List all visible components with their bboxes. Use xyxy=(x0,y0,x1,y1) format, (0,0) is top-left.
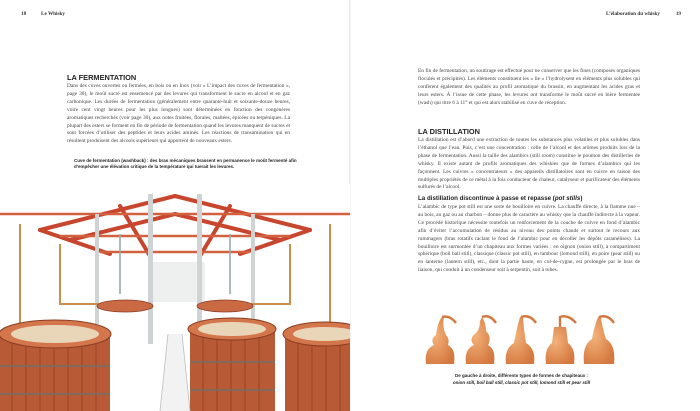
fermentation-paragraph: Dans des cuves ouvertes ou fermées, en bois ou en Inox (voir « L’impact des cuves de fermentation », page 30), le moût sucré est ensemencé par des levures qui transforment le sucre en alcool et en gaz carbonique. Les durées de fermentation (généralement entre quarante-huit et soixante-douze heures, voire cent vingt heures pour les plus longues) sont déterminées en fonction des congénères aromatiques recherchés (voir page 30), aux notes fruitées, florales, maltées, épicées ou terpéniques. La plupart des esters se forment en fin de période de fermentation quand les levures manquent de sucres et sont forcées d’utiliser des peptides et leurs acides aminés. Les réactions de transamination qui en résultent produisent des alcools supérieurs qui apportent de nouveaux esters. xyxy=(67,83,290,145)
left-page-number: 18 xyxy=(21,11,27,17)
boil-ball-still-icon xyxy=(466,316,496,364)
left-running-head: Le Whisky xyxy=(41,11,65,17)
right-running-head: L’élaboration du whisky xyxy=(605,11,660,17)
still-shapes-illustration xyxy=(420,309,620,365)
classic-pot-still-icon xyxy=(506,316,536,364)
washback-caption: Cuve de fermentation (washback) : des bras mécaniques brassent en permanence le moût fermenté afin d’empêcher une élévation critique de la température qui tuerait les levures. xyxy=(74,158,297,170)
stills-caption-line-2: onion still, boil ball still, classic pot still, lomond still et pear still xyxy=(452,380,591,385)
pot-stills-subheading: La distillation discontinue à passe et repasse (pot stills) xyxy=(418,195,583,202)
fermentation-heading: LA FERMENTATION xyxy=(67,73,137,82)
pear-still-icon xyxy=(584,316,615,364)
right-page-number: 19 xyxy=(675,11,681,17)
fermentation-end-paragraph: En fin de fermentation, un soutirage est effectué pour ne conserver que les fines (composés organiques floculés et précipités). Les éléments constituent les « lie » l’hydrolysent en éléments plus solubles qui confèrent également des qualités au profil aromatique du brassin, en augmentant les acides gras et leurs esters. À l’issue de cette phase, les levures ont transformé le moût sucré en bière fermentée (wash) qui titre 6 à 11° et qui est alors stabilisé en cuve de réception. xyxy=(418,68,640,106)
distillation-heading: LA DISTILLATION xyxy=(418,127,480,136)
stills-caption-line-1: De gauche à droite, différents types de formes de chapiteaux : xyxy=(454,373,589,378)
onion-still-icon xyxy=(426,317,456,364)
washback-illustration xyxy=(0,184,350,411)
lomond-still-icon xyxy=(546,316,576,364)
distillation-paragraph: La distillation est d’abord une extraction de toutes les substances plus volatiles et plus solubles dans l’éthanol que l’eau. Puis, c’est une concentration : celle de l’alcool et des arômes produits lors de la phase de fermentation. Aussi la taille des alambics (still room) constitue le poumon des distilleries de whisky. Il existe autant de profils aromatiques des whiskies que de formes d’alambics qui les façonnent. Les cuivres « concentrateurs » des appareils distillatoires sont en cuivre en raison des multiples propriétés de ce métal à la fois conducteur de chaleur, catalyseur et purificateur des éléments sulfurés de l’alcool. xyxy=(418,137,640,191)
pot-stills-paragraph: L’alambic de type pot still est une sorte de bouilloire en cuivre. La chauffe directe, à la flamme nue – au bois, au gaz ou au charbon – donne plus de caractère au whisky que la chauffe indirecte à la vapeur. Ce procédé historique nécessite toutefois un renforcement de la couche de cuivre en fond d’alambic afin d’éviter l’accumulation de résidus au niveau des points chauds et surtout le recours aux rummagers (bras rotatifs raclant le fond de l’alambic pour en décoller les dépôts caramélisés). La bouilloire est surmontée d’un chapiteau aux formes variées : en oignon (onion still), à compartiment sphérique (boil ball still), classique (classic pot still), en tambour (lomond still), en poire (pear still) ou en lanterne (lantern still), etc., dont la partie haute, en col-de-cygne, est prolongée par le bras de liaison, qui conduit à un condenseur soit à serpentin, soit à tubes. xyxy=(418,204,640,274)
